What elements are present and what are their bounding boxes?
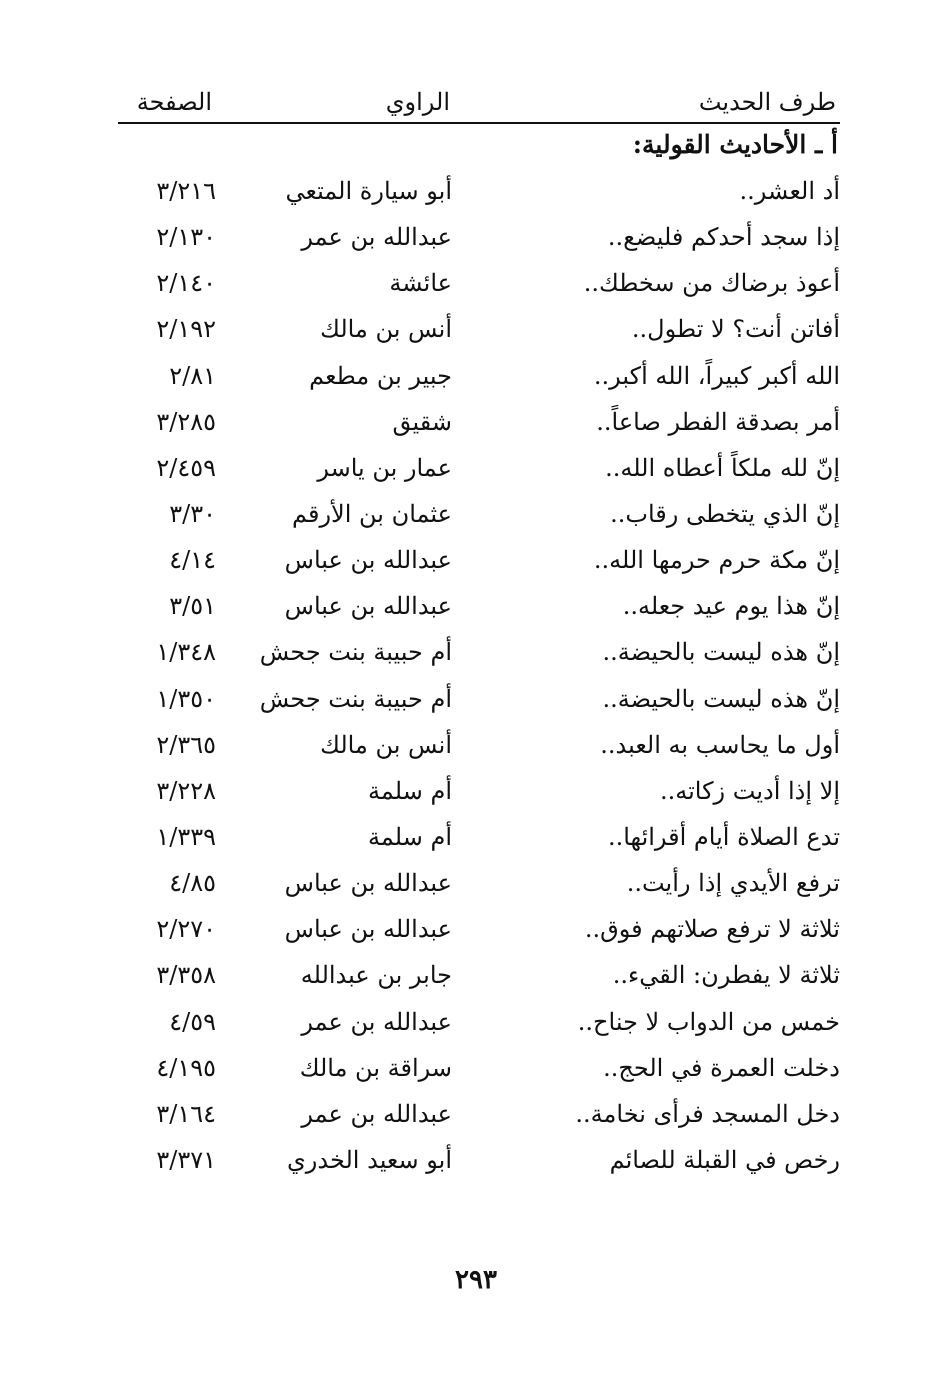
hadith-text: الله أكبر كبيراً، الله أكبر.. <box>593 361 840 390</box>
page-reference: ٤/٨٥ <box>169 869 216 898</box>
page-reference: ٢/١٤٠ <box>156 269 216 298</box>
narrator-name: عبدالله بن عمر <box>301 1007 452 1036</box>
hadith-text: دخل المسجد فرأى نخامة.. <box>575 1099 840 1128</box>
narrator-name: عبدالله بن عباس <box>284 915 452 944</box>
table-row <box>0 865 952 911</box>
hadith-text: ثلاثة لا يفطرن: القيء.. <box>612 961 840 990</box>
narrator-name: أم حبيبة بنت جحش <box>259 638 452 667</box>
narrator-name: أبو سيارة المتعي <box>285 177 452 205</box>
hadith-text: أول ما يحاسب به العبد.. <box>600 730 840 759</box>
page-reference: ٢/١٣٠ <box>156 223 216 252</box>
hadith-text: إلا إذا أديت زكاته.. <box>660 776 840 805</box>
hadith-text: إنّ هذه ليست بالحيضة.. <box>602 684 840 713</box>
page-reference: ٣/٣٧١ <box>156 1145 216 1174</box>
header-hadith: طرف الحديث <box>698 88 836 116</box>
narrator-name: عثمان بن الأرقم <box>292 499 452 528</box>
page-reference: ٤/١٤ <box>169 546 216 575</box>
hadith-text: إذا سجد أحدكم فليضع.. <box>607 223 840 252</box>
hadith-index-list <box>0 173 952 1188</box>
page-reference: ١/٣٥٠ <box>156 684 216 713</box>
table-row <box>0 681 952 727</box>
page-reference: ٣/١٦٤ <box>156 1099 216 1128</box>
narrator-name: أنس بن مالك <box>320 315 452 344</box>
hadith-text: إنّ هذه ليست بالحيضة.. <box>602 638 840 667</box>
table-row <box>0 911 952 957</box>
table-row <box>0 588 952 634</box>
table-row <box>0 311 952 357</box>
page-reference: ٣/٥١ <box>169 592 216 621</box>
page-reference: ٢/١٩٢ <box>156 315 216 344</box>
page-reference: ٣/٢١٦ <box>156 177 216 205</box>
page-reference: ٢/٤٥٩ <box>156 453 216 482</box>
header-page: الصفحة <box>136 88 212 116</box>
narrator-name: شقيق <box>392 407 452 436</box>
narrator-name: أم سلمة <box>368 776 452 805</box>
narrator-name: عبدالله بن عباس <box>284 869 452 898</box>
hadith-text: ترفع الأيدي إذا رأيت.. <box>626 869 840 898</box>
hadith-text: إنّ لله ملكاً أعطاه الله.. <box>605 453 840 482</box>
narrator-name: جابر بن عبدالله <box>300 961 452 990</box>
hadith-text: ثلاثة لا ترفع صلاتهم فوق.. <box>584 915 840 944</box>
narrator-name: سراقة بن مالك <box>299 1053 452 1082</box>
table-header <box>118 80 840 124</box>
narrator-name: أبو سعيد الخدري <box>287 1145 452 1174</box>
table-row <box>0 219 952 265</box>
table-row <box>0 496 952 542</box>
table-row <box>0 404 952 450</box>
page-reference: ٢/٣٦٥ <box>156 730 216 759</box>
table-row <box>0 265 952 311</box>
hadith-text: رخص في القبلة للصائم <box>609 1145 840 1174</box>
table-row <box>0 1050 952 1096</box>
table-row <box>0 634 952 680</box>
hadith-text: دخلت العمرة في الحج.. <box>603 1053 840 1082</box>
table-row <box>0 957 952 1003</box>
hadith-text: أعوذ برضاك من سخطك.. <box>583 269 840 298</box>
table-row <box>0 1142 952 1188</box>
hadith-text: خمس من الدواب لا جناح.. <box>577 1007 840 1036</box>
hadith-text: تدع الصلاة أيام أقرائها.. <box>607 822 840 851</box>
table-row <box>0 358 952 404</box>
hadith-text: إنّ هذا يوم عيد جعله.. <box>622 592 840 621</box>
narrator-name: أنس بن مالك <box>320 730 452 759</box>
narrator-name: جبير بن مطعم <box>309 361 452 390</box>
narrator-name: عبدالله بن عمر <box>301 223 452 252</box>
page-reference: ٤/١٩٥ <box>156 1053 216 1082</box>
table-row <box>0 542 952 588</box>
narrator-name: عمار بن ياسر <box>317 453 452 482</box>
table-row <box>0 819 952 865</box>
table-row <box>0 773 952 819</box>
hadith-text: إنّ الذي يتخطى رقاب.. <box>610 499 840 528</box>
page-reference: ٤/٥٩ <box>169 1007 216 1036</box>
page-reference: ٣/٢٢٨ <box>156 776 216 805</box>
narrator-name: عبدالله بن عمر <box>301 1099 452 1128</box>
table-row <box>0 1096 952 1142</box>
narrator-name: أم سلمة <box>368 822 452 851</box>
narrator-name: عبدالله بن عباس <box>284 546 452 575</box>
narrator-name: أم حبيبة بنت جحش <box>259 684 452 713</box>
page-reference: ٢/٢٧٠ <box>156 915 216 944</box>
header-narrator: الراوي <box>385 88 450 116</box>
page-reference: ٢/٨١ <box>169 361 216 390</box>
table-row <box>0 727 952 773</box>
narrator-name: عائشة <box>389 269 452 298</box>
page-reference: ٣/٢٨٥ <box>156 407 216 436</box>
page-reference: ٣/٣٥٨ <box>156 961 216 990</box>
page-number: ٢٩٣ <box>455 1265 497 1295</box>
page-reference: ٣/٣٠ <box>169 499 216 528</box>
narrator-name: عبدالله بن عباس <box>284 592 452 621</box>
page-reference: ١/٣٣٩ <box>156 822 216 851</box>
hadith-text: أمر بصدقة الفطر صاعاً.. <box>596 407 840 436</box>
page-reference: ١/٣٤٨ <box>156 638 216 667</box>
table-row <box>0 450 952 496</box>
table-row <box>0 173 952 219</box>
hadith-text: أفاتن أنت؟ لا تطول.. <box>631 315 840 344</box>
hadith-text: إنّ مكة حرم حرمها الله.. <box>593 546 840 575</box>
table-row <box>0 1004 952 1050</box>
section-title: أ ـ الأحاديث القولية: <box>632 130 838 159</box>
hadith-text: أد العشر.. <box>739 177 840 205</box>
